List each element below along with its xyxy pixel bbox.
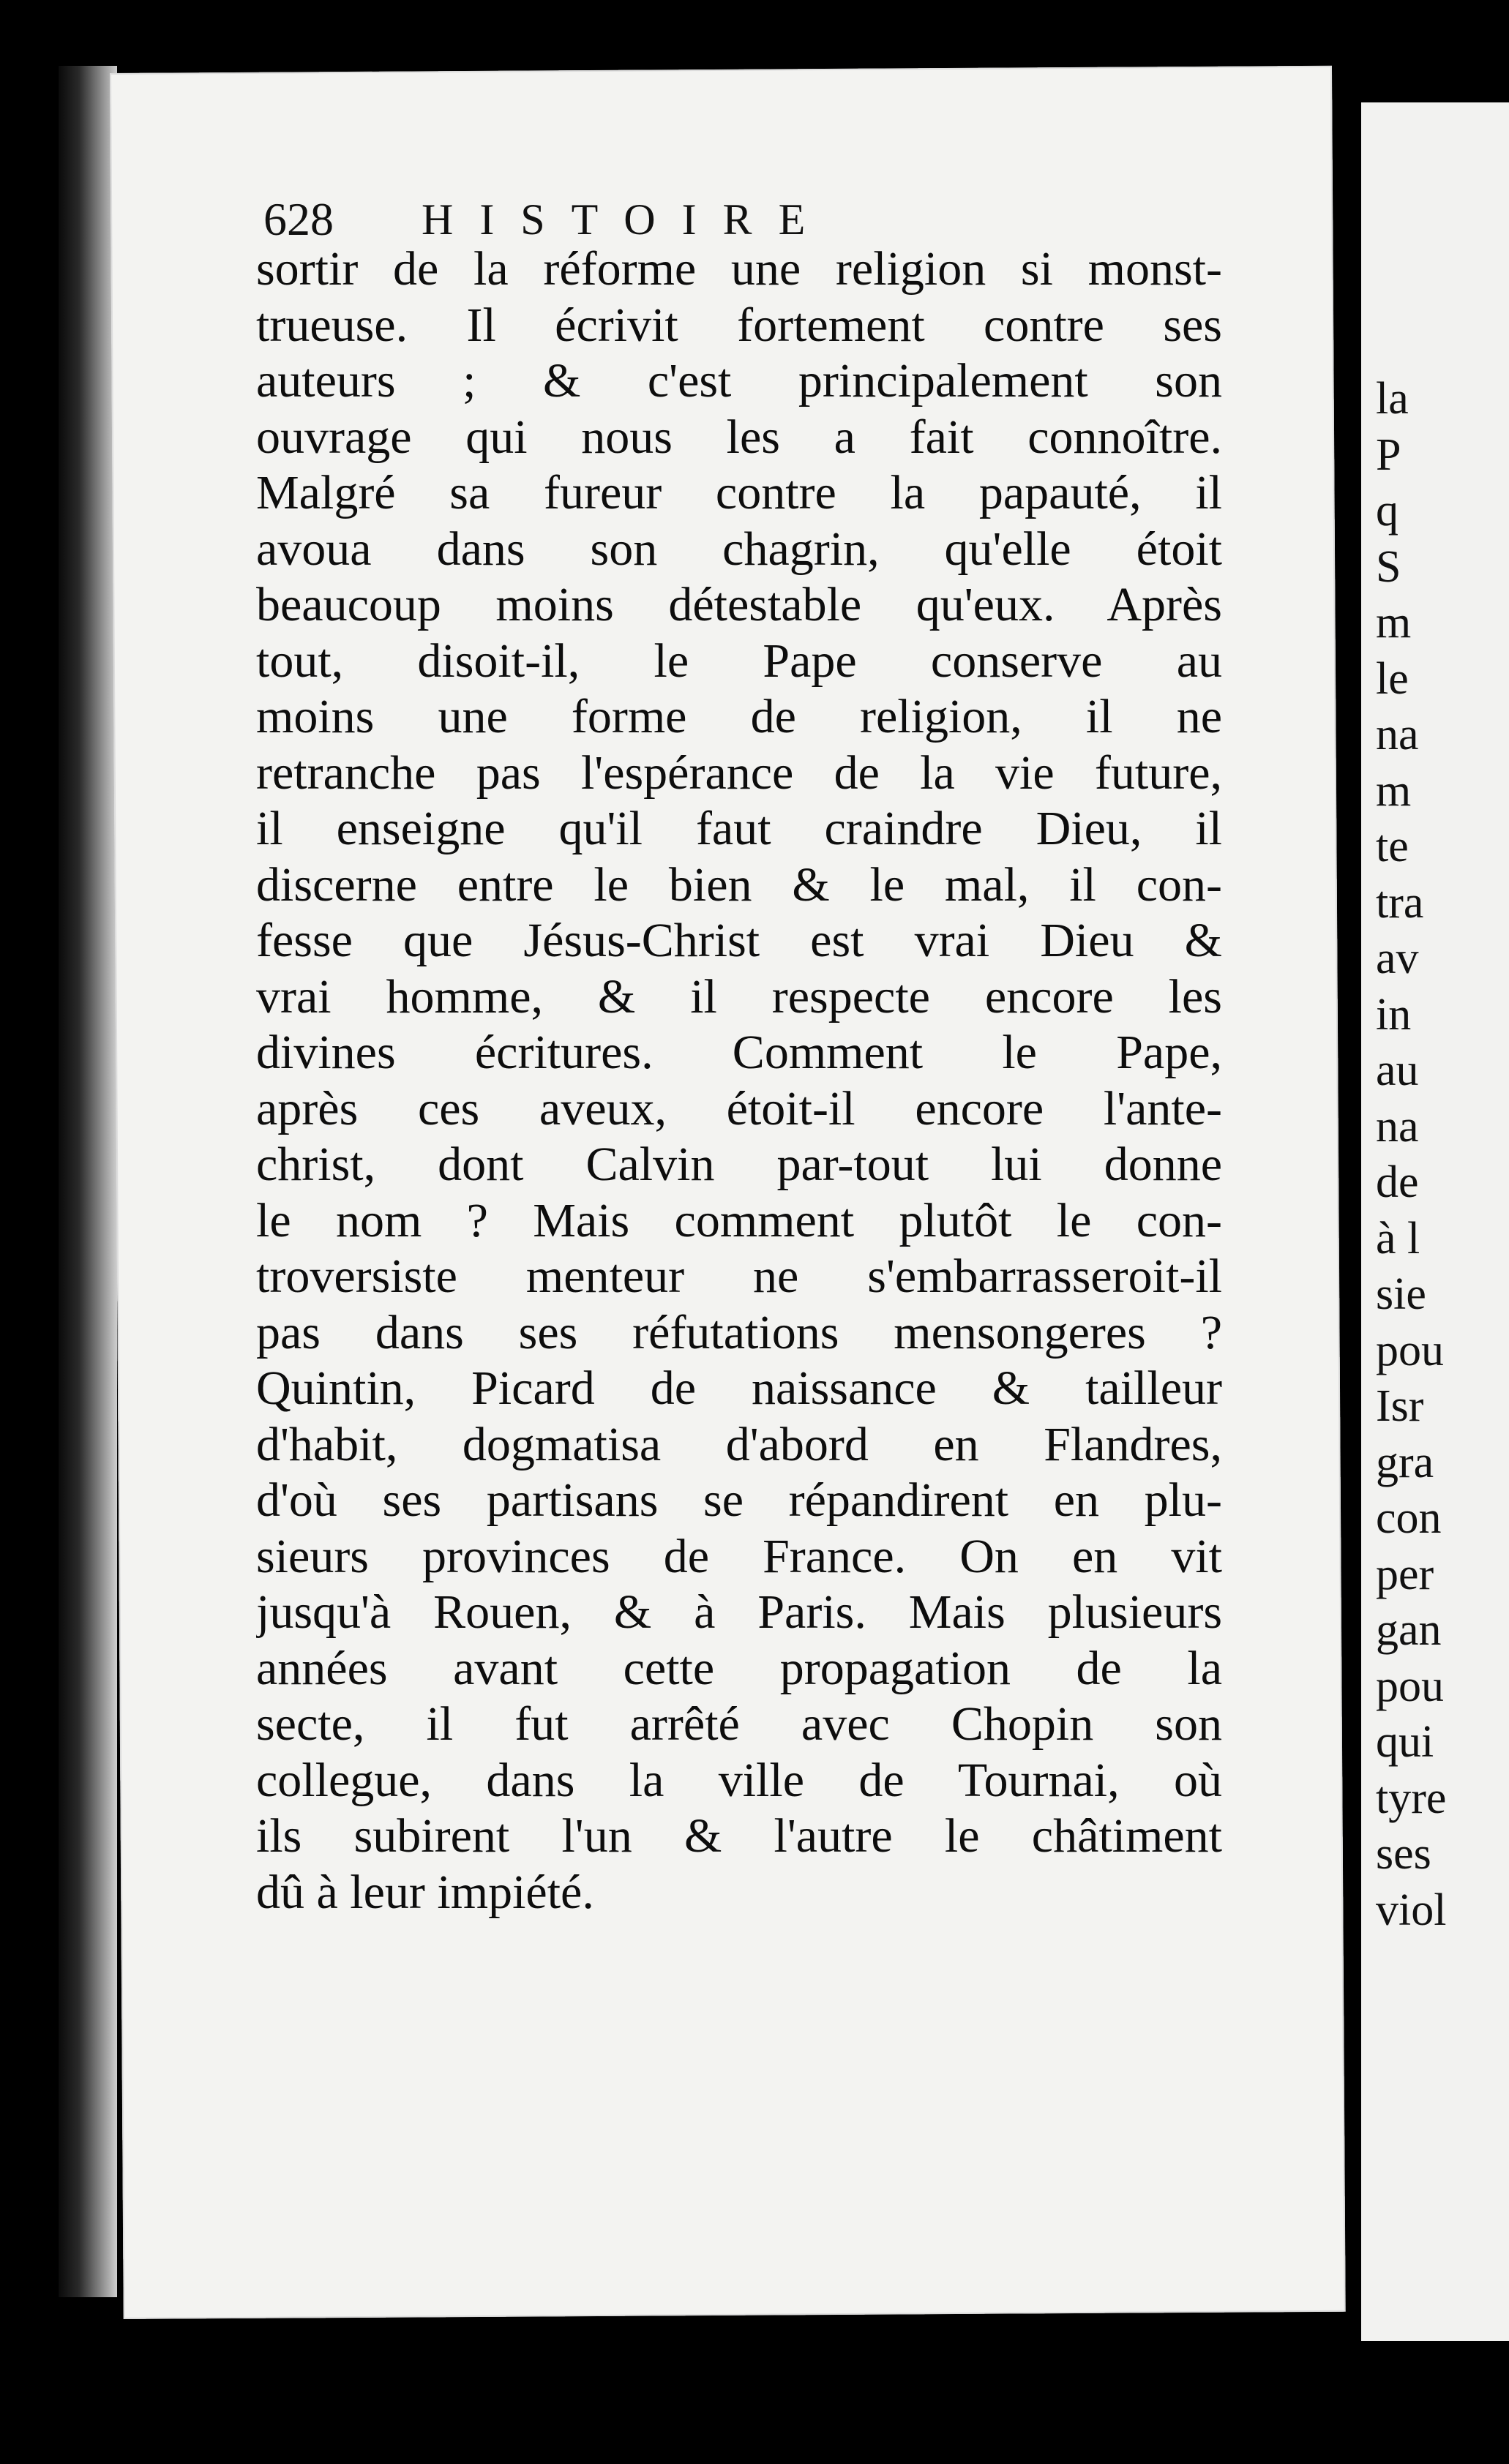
book-page-right bbox=[1361, 102, 1509, 2341]
right-page-fragment: pou bbox=[1376, 1661, 1444, 1711]
right-page-fragment: gan bbox=[1376, 1605, 1442, 1655]
right-page-fragment: in bbox=[1376, 989, 1412, 1040]
right-page-fragment: na bbox=[1376, 1101, 1419, 1152]
text-line: troversiste menteur ne s'embarrasseroit-il bbox=[256, 1250, 1222, 1303]
text-line: auteurs ; & c'est principalement son bbox=[256, 354, 1222, 407]
text-line: discerne entre le bien & le mal, il con- bbox=[256, 857, 1222, 912]
running-title: HISTOIRE bbox=[422, 195, 832, 244]
right-page-fragment: ses bbox=[1376, 1829, 1431, 1879]
text-line: il enseigne qu'il faut craindre Dieu, il bbox=[256, 802, 1222, 855]
text-line: fesse que Jésus-Christ est vrai Dieu & bbox=[256, 914, 1222, 967]
text-line: Malgré sa fureur contre la papauté, il bbox=[256, 466, 1222, 519]
right-page-fragment: m bbox=[1376, 598, 1412, 647]
text-line: d'habit, dogmatisa d'abord en Flandres, bbox=[256, 1417, 1222, 1471]
text-line: secte, il fut arrêté avec Chopin son bbox=[256, 1697, 1222, 1751]
page-number: 628 bbox=[263, 193, 334, 245]
right-page-fragment: gra bbox=[1376, 1437, 1434, 1487]
right-page-fragment: av bbox=[1376, 934, 1419, 983]
text-line: jusqu'à Rouen, & à Paris. Mais plusieurs bbox=[256, 1585, 1222, 1639]
text-line: dû à leur impiété. bbox=[256, 1865, 594, 1919]
text-line: ils subirent l'un & l'autre le châtiment bbox=[256, 1809, 1222, 1863]
right-page-fragment: sie bbox=[1376, 1269, 1426, 1319]
text-line: d'où ses partisans se répandirent en plu- bbox=[256, 1473, 1222, 1527]
right-page-fragment: Isr bbox=[1376, 1381, 1424, 1431]
text-line: christ, dont Calvin par-tout lui donne bbox=[256, 1138, 1222, 1191]
text-line: beaucoup moins détestable qu'eux. Après bbox=[256, 578, 1222, 631]
text-line: tout, disoit-il, le Pape conserve au bbox=[256, 634, 1222, 688]
text-line: vrai homme, & il respecte encore les bbox=[256, 969, 1222, 1023]
text-line: retranche pas l'espérance de la vie future, bbox=[256, 745, 1222, 800]
right-page-fragment: na bbox=[1376, 710, 1419, 759]
text-line: avoua dans son chagrin, qu'elle étoit bbox=[256, 522, 1222, 576]
text-line: pas dans ses réfutations mensongeres ? bbox=[256, 1305, 1222, 1359]
right-page-fragment: la bbox=[1376, 374, 1409, 424]
right-page-fragment: P bbox=[1376, 429, 1401, 480]
text-line: trueuse. Il écrivit fortement contre ses bbox=[256, 298, 1222, 352]
text-line: moins une forme de religion, il ne bbox=[256, 690, 1222, 743]
text-line: sieurs provinces de France. On en vit bbox=[256, 1529, 1222, 1583]
right-page-fragment: tra bbox=[1376, 877, 1424, 928]
right-page-fragment: per bbox=[1376, 1549, 1434, 1599]
body-text bbox=[256, 241, 1222, 1920]
text-line: le nom ? Mais comment plutôt le con- bbox=[256, 1193, 1222, 1247]
book-binding-edge bbox=[59, 66, 117, 2297]
right-page-fragment: S bbox=[1376, 541, 1401, 592]
right-page-fragment: à l bbox=[1376, 1213, 1420, 1263]
right-page-fragment: au bbox=[1376, 1045, 1419, 1095]
text-line: après ces aveux, étoit-il encore l'ante- bbox=[256, 1081, 1222, 1135]
right-page-fragment: viol bbox=[1376, 1885, 1447, 1935]
right-page-fragment: q bbox=[1376, 486, 1398, 536]
text-line: ouvrage qui nous les a fait connoître. bbox=[256, 410, 1222, 464]
text-line: divines écritures. Comment le Pape, bbox=[256, 1026, 1222, 1079]
right-page-fragment: qui bbox=[1376, 1717, 1434, 1767]
text-line: collegue, dans la ville de Tournai, où bbox=[256, 1753, 1222, 1807]
right-page-fragment: con bbox=[1376, 1493, 1442, 1543]
right-page-fragment: te bbox=[1376, 822, 1409, 871]
right-page-fragment: le bbox=[1376, 653, 1409, 704]
right-page-fragment: pou bbox=[1376, 1325, 1444, 1375]
text-line: années avant cette propagation de la bbox=[256, 1641, 1222, 1695]
right-page-fragment: m bbox=[1376, 765, 1412, 816]
text-line: Quintin, Picard de naissance & tailleur bbox=[256, 1361, 1222, 1415]
right-page-fragment: de bbox=[1376, 1157, 1419, 1207]
right-page-fragment: tyre bbox=[1376, 1773, 1447, 1823]
text-line: sortir de la réforme une religion si monst- bbox=[256, 242, 1222, 296]
